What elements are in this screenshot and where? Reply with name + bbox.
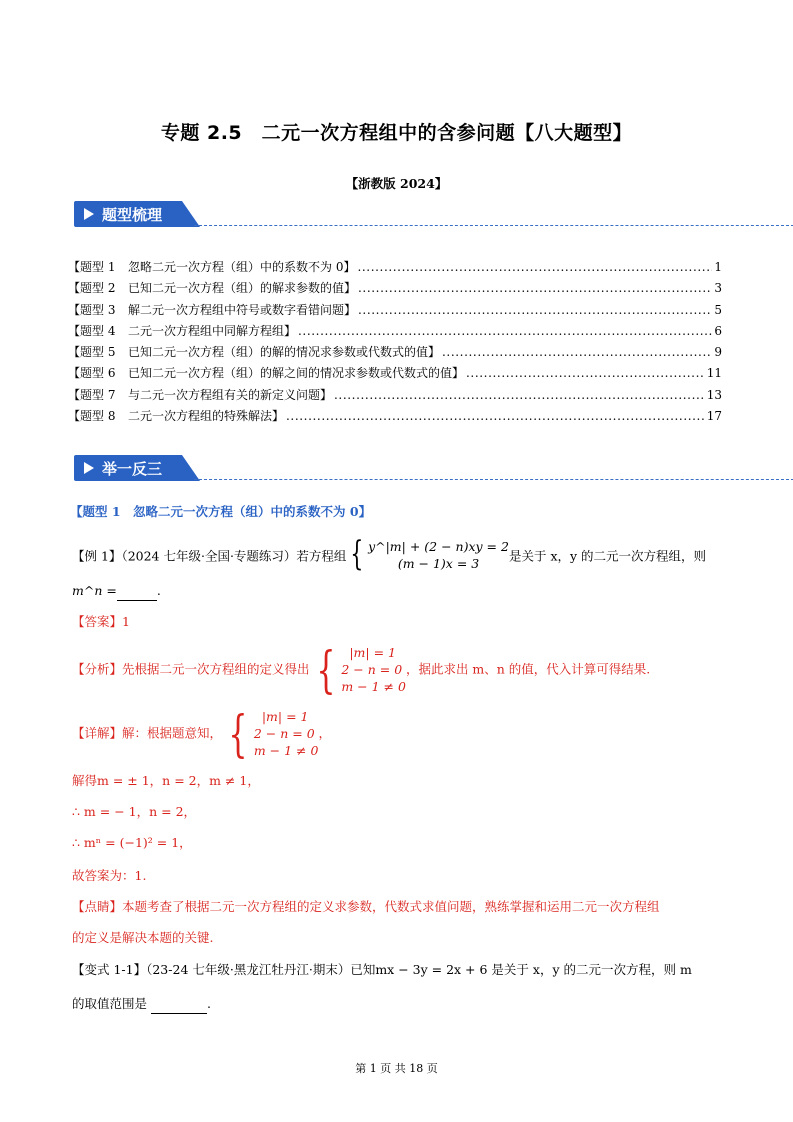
toc-title: 与二元一次方程组有关的新定义问题】 <box>128 387 333 402</box>
toc-row[interactable] <box>68 364 722 385</box>
play-triangle-icon <box>84 462 94 474</box>
toc-label <box>68 279 356 296</box>
toc-label <box>68 364 464 381</box>
toc-leader <box>358 303 712 317</box>
question-expression: m^n = <box>72 583 117 598</box>
toc-num: 【题型 7 <box>68 387 116 402</box>
toc-label <box>68 322 296 339</box>
page-title: 专题 2.5 二元一次方程组中的含参问题【八大题型】 <box>160 122 633 144</box>
toc-page: 13 <box>706 387 722 402</box>
banner-title: 举一反三 <box>102 460 163 478</box>
comment-label: 【点睛】 <box>72 899 123 914</box>
example-label: 【例 1】 <box>72 548 122 564</box>
condition-3: m − 1 ≠ 0 <box>253 743 319 758</box>
toc-title: 已知二元一次方程（组）的解的情况求参数或代数式的值】 <box>128 345 441 360</box>
toc-label <box>68 301 356 318</box>
answer-value: 1 <box>122 614 130 629</box>
answer-line <box>72 613 722 631</box>
toc-title: 二元一次方程组的特殊解法】 <box>128 409 285 424</box>
detail-line-3: ∴ mⁿ = (−1)² = 1， <box>72 835 192 850</box>
toc-page: 11 <box>706 366 722 381</box>
example-source: （2024 七年级·全国·专题练习）若方程组 <box>121 548 347 564</box>
condition-2: 2 − n = 0 <box>341 662 403 677</box>
toc-page: 17 <box>706 409 722 424</box>
analysis-block <box>72 640 722 699</box>
equation-2: (m − 1)x = 3 <box>397 556 480 571</box>
toc-page: 9 <box>714 345 722 360</box>
toc-page: 6 <box>714 323 722 338</box>
detail-label: 【详解】 <box>72 725 123 741</box>
condition-2: 2 − n = 0 <box>253 726 315 741</box>
toc-num: 【题型 3 <box>68 302 116 317</box>
detail-line-4: 故答案为：1. <box>72 868 147 883</box>
toc-label <box>68 258 355 275</box>
example-question <box>72 534 722 574</box>
toc-title: 已知二元一次方程（组）的解求参数的值】 <box>128 281 357 296</box>
toc-label <box>68 386 332 403</box>
toc-row[interactable] <box>68 407 722 428</box>
table-of-contents <box>68 258 722 428</box>
banner-title: 题型梳理 <box>102 206 163 224</box>
toc-num: 【题型 2 <box>68 281 116 296</box>
analysis-system: { |m| = 1 2 − n = 0 m − 1 ≠ 0 <box>315 640 406 699</box>
toc-num: 【题型 4 <box>68 323 116 338</box>
detail-block <box>72 704 722 763</box>
section-heading: 【题型 1 忽略二元一次方程（组）中的系数不为 0】 <box>70 504 372 519</box>
variant-text-2: 的取值范围是 <box>72 996 148 1011</box>
toc-leader <box>442 345 712 359</box>
answer-label: 【答案】 <box>72 614 123 629</box>
comment-line-2: 的定义是解决本题的关键. <box>72 930 214 945</box>
equation-system: { y^|m| + (2 − n)xy = 2 (m − 1)x = 3 <box>350 534 509 574</box>
toc-num: 【题型 1 <box>68 260 116 274</box>
page-footer: 第 1 页 共 18 页 <box>355 1062 438 1075</box>
example-question-line2: m^n = . <box>72 582 722 601</box>
comment-line-1 <box>72 898 722 916</box>
toc-row[interactable] <box>68 386 722 407</box>
detail-suffix: ， <box>318 725 331 741</box>
variant-line-2: 的取值范围是 . <box>72 995 722 1014</box>
detail-line-1: 解得m = ± 1，n = 2，m ≠ 1， <box>72 773 260 788</box>
toc-leader <box>298 324 712 338</box>
comment-text: 本题考查了根据二元一次方程组的定义求参数，代数式求值问题，熟练掌握和运用二元一次方程组 <box>122 899 660 914</box>
answer-blank <box>117 582 157 601</box>
toc-num: 【题型 8 <box>68 409 116 424</box>
condition-1: |m| = 1 <box>349 645 396 660</box>
detail-line-2: ∴ m = − 1，n = 2， <box>72 804 197 819</box>
toc-num: 【题型 5 <box>68 345 116 360</box>
toc-title: 已知二元一次方程（组）的解之间的情况求参数或代数式的值】 <box>128 366 465 381</box>
toc-title: 忽略二元一次方程（组）中的系数不为 0】 <box>128 260 356 274</box>
toc-leader <box>286 409 705 423</box>
toc-row[interactable] <box>68 301 722 322</box>
answer-blank <box>151 995 207 1014</box>
play-triangle-icon <box>84 208 94 220</box>
toc-row[interactable] <box>68 279 722 300</box>
equation-1: y^|m| + (2 − n)xy = 2 <box>368 539 509 554</box>
toc-row[interactable] <box>68 343 722 364</box>
toc-label <box>68 407 284 424</box>
condition-3: m − 1 ≠ 0 <box>341 679 406 694</box>
toc-leader <box>334 388 705 402</box>
condition-1: |m| = 1 <box>261 709 309 724</box>
example-tail: 是关于 x，y 的二元一次方程组，则 <box>508 548 707 564</box>
analysis-prefix: 先根据二元一次方程组的定义得出 <box>122 661 310 677</box>
toc-leader <box>358 281 712 295</box>
detail-prefix: 解：根据题意知， <box>122 725 223 741</box>
toc-row[interactable] <box>68 322 722 343</box>
variant-label: 【变式 1-1】 <box>72 962 147 977</box>
variant-text: （23-24 七年级·黑龙江牡丹江·期末）已知mx − 3y = 2x + 6 是关于 x，y 的二元一次方程，则 m <box>146 962 692 977</box>
toc-leader <box>357 260 712 274</box>
toc-num: 【题型 6 <box>68 366 116 381</box>
variant-line-1 <box>72 961 722 979</box>
analysis-suffix: ，据此求出 m、n 的值，代入计算可得结果. <box>405 661 651 677</box>
analysis-label: 【分析】 <box>72 661 123 677</box>
toc-row[interactable] <box>68 258 722 279</box>
toc-title: 二元一次方程组中同解方程组】 <box>128 323 297 338</box>
toc-title: 解二元一次方程组中符号或数字看错问题】 <box>128 302 357 317</box>
toc-page: 5 <box>714 302 722 317</box>
detail-system: { |m| = 1 2 − n = 0 m − 1 ≠ 0 <box>228 704 319 763</box>
toc-page: 1 <box>714 260 722 274</box>
toc-page: 3 <box>714 281 722 296</box>
toc-label <box>68 343 440 360</box>
toc-leader <box>466 366 705 380</box>
edition-label: 【浙教版 2024】 <box>345 176 448 191</box>
